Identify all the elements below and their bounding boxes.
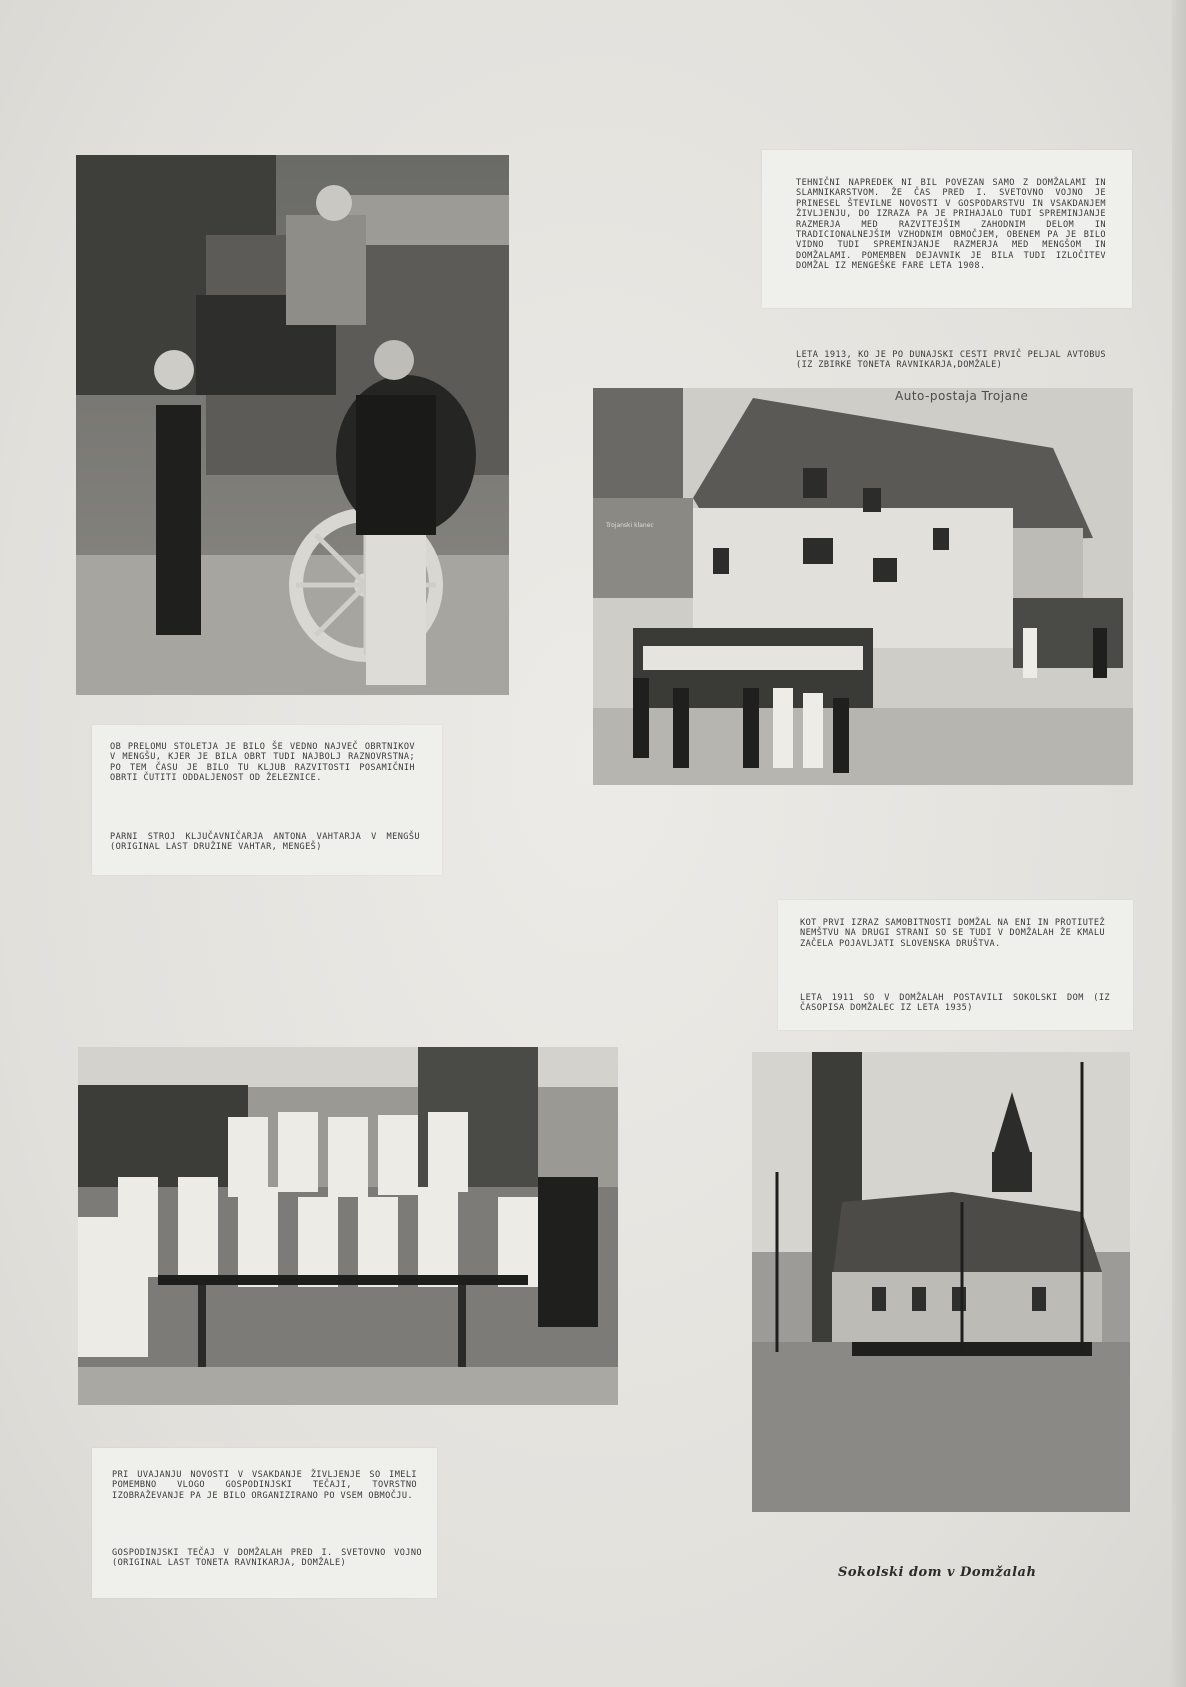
photo-household-course (78, 1047, 618, 1405)
caption-text: KOT PRVI IZRAZ SAMOBITNOSTI DOMŽAL NA ENI IN PROTIUTEŽ NEMŠTVU NA DRUGI STRANI SO SE TUDI V DOMŽALAH ŽE KMALU ZAČELA POJAVLJATI SLOVENSKA DRUŠTVA. (800, 918, 1105, 949)
caption-tehnicni-napredek (796, 178, 1106, 272)
photo-sokolski-dom (752, 1052, 1130, 1512)
caption-text: PRI UVAJANJU NOVOSTI V VSAKDANJE ŽIVLJENJE SO IMELI POMEMBNO VLOGO GOSPODINJSKI TEČAJI, TOVRSTNO IZOBRAŽEVANJE PA JE BILO ORGANIZIRANO PO VSEM OBMOČJU. (112, 1470, 417, 1501)
postcard-inset-label: Trojanski klanec (606, 522, 654, 529)
caption-text: PARNI STROJ KLJUČAVNIČARJA ANTONA VAHTARJA V MENGŠU (ORIGINAL LAST DRUŽINE VAHTAR, MENGEŠ) (110, 832, 420, 853)
caption-sokol-intro (800, 918, 1105, 949)
panel-edge (1172, 0, 1186, 1687)
caption-text: GOSPODINJSKI TEČAJ V DOMŽALAH PRED I. SVETOVNO VOJNO (ORIGINAL LAST TONETA RAVNIKARJA, DOMŽALE) (112, 1548, 422, 1569)
caption-course-intro (112, 1470, 417, 1501)
caption-text: OB PRELOMU STOLETJA JE BILO ŠE VEDNO NAJVEČ OBRTNIKOV V MENGŠU, KJER JE BILA OBRT TUDI NAJBOLJ RAZNOVRSTNA; PO TEM ČASU JE BILO TU KLJUB RAZVITOSTI POSAMIČNIH OBRTI ČUTITI ODDALJENOST OD ŽELEZNICE. (110, 742, 415, 784)
caption-course (112, 1548, 422, 1569)
caption-text: TEHNIČNI NAPREDEK NI BIL POVEZAN SAMO Z DOMŽALAMI IN SLAMNIKARSTVOM. ŽE ČAS PRED I. SVETOVNO VOJNO JE PRINESEL ŠTEVILNE NOVOSTI V GOSPODARSTVU IN VSAKDANJEM ŽIVLJENJU, DO IZRAZA PA JE PRIHAJALO TUDI SPREMINJANJE RAZMERJA MED RAZVITEJŠIM ZAHODNIM DELOM IN TRADICIONALNEJŠIM VZHODNIM OBMOČJEM, OBENEM PA JE BILO VIDNO TUDI SPREMINJANJE RAZMERJA MED MENGŠOM IN DOMŽALAMI. POMEMBEN DEJAVNIK JE BILA TUDI IZLOČITEV DOMŽAL IZ MENGEŠKE FARE LETA 1908. (796, 178, 1106, 272)
photo-bus-trojane (593, 388, 1133, 785)
caption-steam-engine (110, 832, 420, 853)
caption-sokol (800, 993, 1110, 1014)
postcard-title: Auto-postaja Trojane (895, 389, 1029, 403)
photo-steam-engine (76, 155, 509, 695)
caption-text: LETA 1911 SO V DOMŽALAH POSTAVILI SOKOLSKI DOM (IZ ČASOPISA DOMŽALEC IZ LETA 1935) (800, 993, 1110, 1014)
caption-bus (796, 350, 1106, 371)
sokol-photo-title: Sokolski dom v Domžalah (838, 1565, 1037, 1580)
caption-mengs (110, 742, 415, 784)
caption-text: LETA 1913, KO JE PO DUNAJSKI CESTI PRVIČ PELJAL AVTOBUS (IZ ZBIRKE TONETA RAVNIKARJA,DOMŽALE) (796, 350, 1106, 371)
